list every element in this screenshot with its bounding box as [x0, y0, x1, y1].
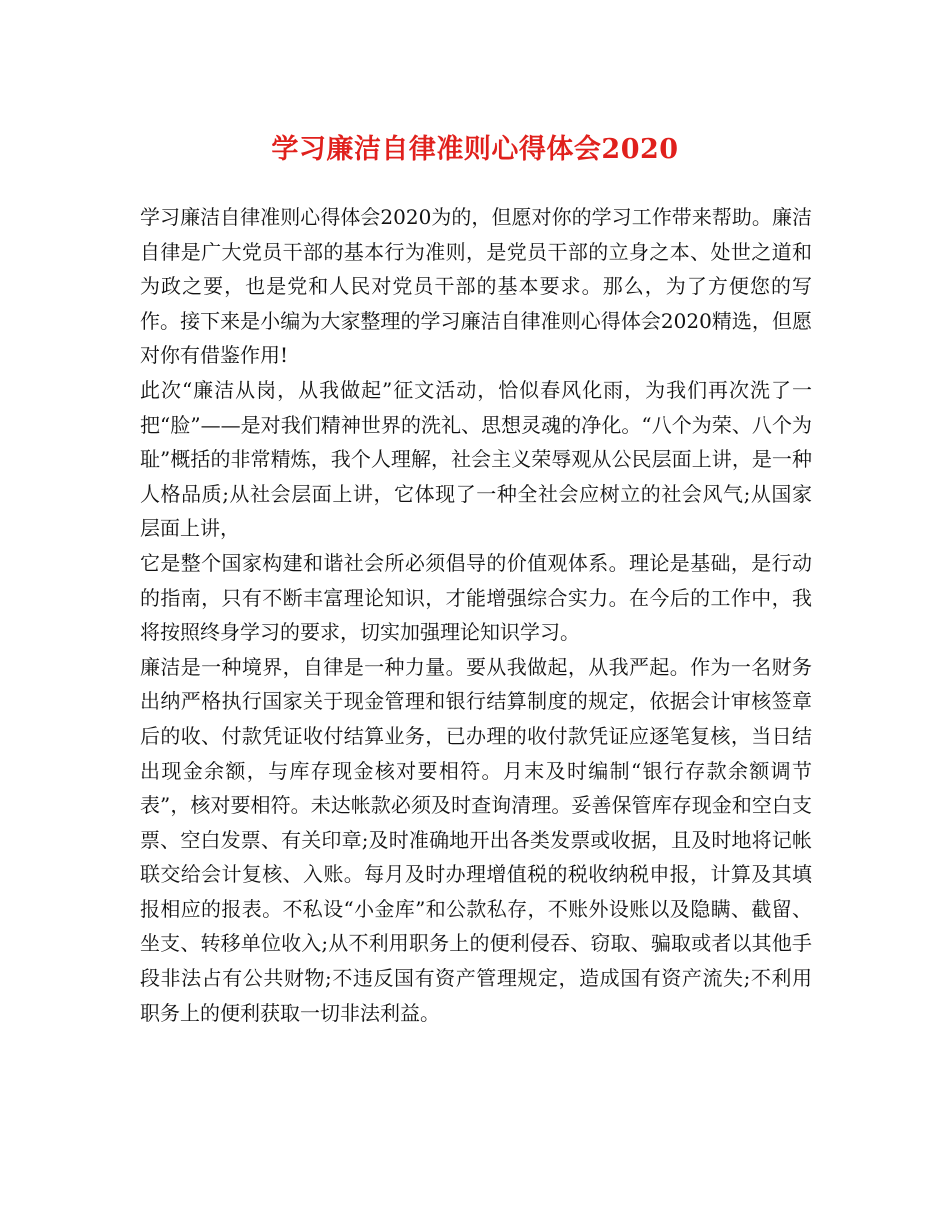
paragraph-theory-study: 它是整个国家构建和谐社会所必须倡导的价值观体系。理论是基础，是行动的指南，只有不断丰富理论知识，才能增强综合实力。在今后的工作中，我将按照终身学习的要求，切实加强理论知识学习。	[140, 550, 812, 645]
paragraph-intro: 学习廉洁自律准则心得体会2020为的，但愿对你的学习工作带来帮助。廉洁自律是广大党员干部的基本行为准则，是党员干部的立身之本、处世之道和为政之要，也是党和人民对党员干部的基本要求。那么，为了方便您的写作。接下来是小编为大家整理的学习廉洁自律准则心得体会2020精选，但愿对你有借鉴作用!	[140, 205, 812, 368]
paragraph-essay-activity: 此次“廉洁从岗，从我做起”征文活动，恰似春风化雨，为我们再次洗了一把“脸”——是对我们精神世界的洗礼、思想灵魂的净化。“八个为荣、八个为耻”概括的非常精炼，我个人理解，社会主义荣辱观从公民层面上讲，是一种人格品质;从社会层面上讲，它体现了一种全社会应树立的社会风气;从国家层面上讲，	[140, 377, 812, 541]
document-title: 学习廉洁自律准则心得体会2020	[271, 134, 679, 165]
paragraph-cashier-duties: 廉洁是一种境界，自律是一种力量。要从我做起，从我严起。作为一名财务出纳严格执行国家关于现金管理和银行结算制度的规定，依据会计审核签章后的收、付款凭证收付结算业务，已办理的收付款凭证应逐笔复核，当日结出现金余额，与库存现金核对要相符。月末及时编制“银行存款余额调节表”，核对要相符。未达帐款必须及时查询清理。妥善保管库存现金和空白支票、空白发票、有关印章;及时准确地开出各类发票或收据，且及时地将记帐联交给会计复核、入账。每月及时办理增值税的税收纳税申报，计算及其填报相应的报表。不私设“小金库”和公款私存，不账外设账以及隐瞒、截留、坐支、转移单位收入;从不利用职务上的便利侵吞、窃取、骗取或者以其他手段非法占有公共财物;不违反国有资产管理规定，造成国有资产流失;不利用职务上的便利获取一切非法利益。	[140, 654, 812, 1025]
document-body	[140, 200, 812, 1030]
